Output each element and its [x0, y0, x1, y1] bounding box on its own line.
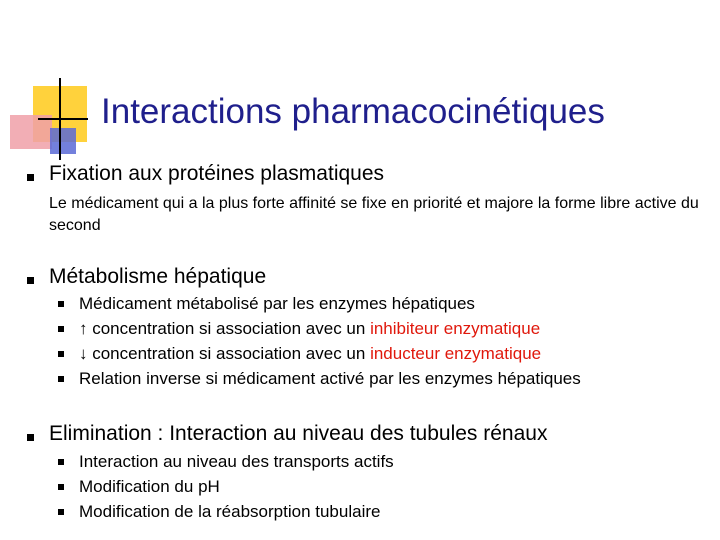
list-item — [79, 342, 541, 366]
section-heading: Métabolisme hépatique — [49, 265, 267, 288]
list-item — [79, 317, 540, 341]
slide-title: Interactions pharmacocinétiques — [101, 92, 605, 131]
arrow-down-icon: ↓ — [79, 344, 88, 363]
list-item — [79, 450, 394, 474]
list-item — [79, 292, 475, 316]
bullet-square-small — [58, 376, 64, 382]
bullet-square-small — [58, 326, 64, 332]
bullet-square-small — [58, 484, 64, 490]
section-heading: Fixation aux protéines plasmatiques — [49, 162, 385, 185]
bullet-square — [27, 277, 34, 284]
list-item-text: Modification de la réabsorption tubulaire — [79, 502, 381, 521]
bullet-square-small — [58, 301, 64, 307]
logo-horizontal-line — [38, 118, 88, 120]
bullet-square-small — [58, 351, 64, 357]
list-item — [79, 500, 380, 524]
bullet-square — [27, 434, 34, 441]
arrow-up-icon: ↑ — [79, 319, 88, 338]
list-item-text: Interaction au niveau des transports actifs — [79, 452, 394, 471]
bullet-square — [27, 174, 34, 181]
highlight-text: inducteur enzymatique — [370, 344, 542, 363]
logo-blue-square — [50, 128, 76, 154]
list-item-text: concentration si association avec un — [87, 344, 371, 363]
section-paragraph: Le médicament qui a la plus forte affinité se fixe en priorité et majore la forme libre active du second — [49, 195, 699, 234]
list-item-text: Médicament métabolisé par les enzymes hépatiques — [79, 294, 475, 313]
decorative-logo — [0, 0, 110, 170]
list-item-text: Modification du pH — [79, 477, 220, 496]
section-heading: Elimination : Interaction au niveau des tubules rénaux — [49, 422, 548, 445]
bullet-square-small — [58, 459, 64, 465]
list-item-text: Relation inverse si médicament activé par les enzymes hépatiques — [79, 369, 581, 388]
list-item-text: concentration si association avec un — [87, 319, 371, 338]
bullet-square-small — [58, 509, 64, 515]
highlight-text: inhibiteur enzymatique — [370, 319, 541, 338]
list-item — [79, 367, 581, 391]
list-item — [79, 475, 220, 499]
logo-red-square — [10, 115, 52, 149]
